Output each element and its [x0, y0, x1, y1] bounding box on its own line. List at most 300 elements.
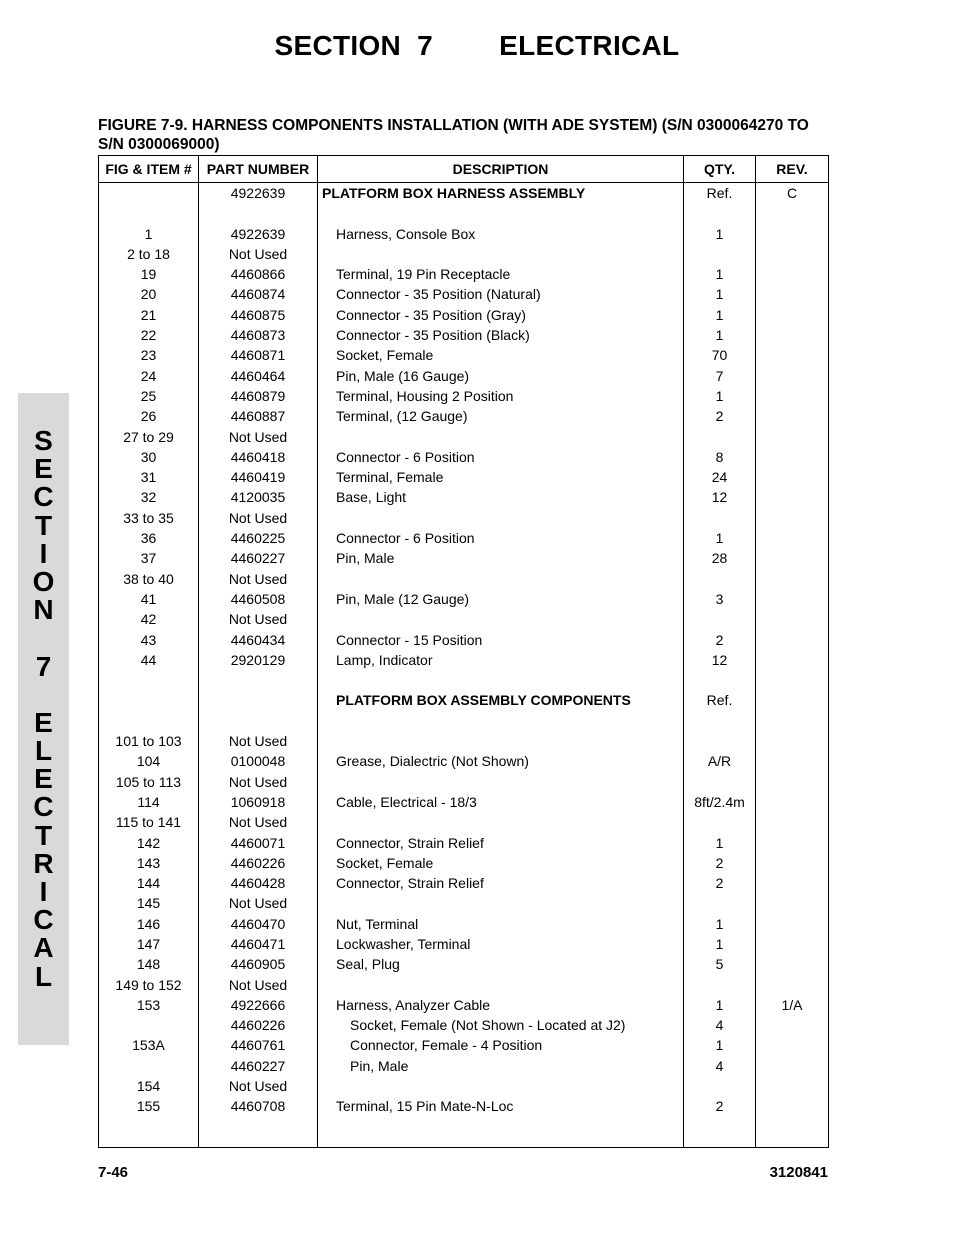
cell-part-number: 4460887 — [199, 406, 318, 426]
cell-item-number — [99, 1015, 199, 1035]
figure-title: FIGURE 7-9. HARNESS COMPONENTS INSTALLATION (WITH ADE SYSTEM) (S/N 0300064270 TO S/N 0300069000) — [98, 117, 809, 153]
cell-item-number: 22 — [99, 325, 199, 345]
cell-description: PLATFORM BOX HARNESS ASSEMBLY — [318, 183, 684, 204]
cell-description: Harness, Analyzer Cable — [318, 995, 684, 1015]
cell-quantity: 2 — [684, 406, 756, 426]
cell-revision — [756, 975, 829, 995]
table-row — [99, 1056, 829, 1076]
cell-part-number — [199, 1117, 318, 1148]
column-header-description: DESCRIPTION — [318, 156, 684, 183]
cell-part-number: 4460873 — [199, 325, 318, 345]
section-side-tab — [18, 393, 69, 1045]
cell-revision — [756, 569, 829, 589]
table-row — [99, 569, 829, 589]
cell-revision — [756, 630, 829, 650]
cell-part-number: Not Used — [199, 569, 318, 589]
cell-part-number: 4460874 — [199, 284, 318, 304]
cell-revision — [756, 670, 829, 690]
cell-revision: 1/A — [756, 995, 829, 1015]
table-row — [99, 305, 829, 325]
cell-item-number — [99, 711, 199, 731]
cell-quantity: 7 — [684, 366, 756, 386]
cell-part-number: Not Used — [199, 609, 318, 629]
cell-description: Pin, Male — [318, 548, 684, 568]
table-row — [99, 366, 829, 386]
table-row — [99, 751, 829, 771]
table-row — [99, 893, 829, 913]
cell-part-number — [199, 690, 318, 710]
cell-item-number: 43 — [99, 630, 199, 650]
side-tab-letter: L — [34, 960, 53, 992]
cell-quantity: 2 — [684, 630, 756, 650]
cell-quantity: 28 — [684, 548, 756, 568]
cell-description: Socket, Female (Not Shown - Located at J2) — [318, 1015, 684, 1035]
cell-part-number: Not Used — [199, 427, 318, 447]
cell-item-number: 105 to 113 — [99, 772, 199, 792]
side-tab-letter — [18, 681, 69, 709]
cell-description: Connector - 15 Position — [318, 630, 684, 650]
cell-part-number: 4460879 — [199, 386, 318, 406]
cell-part-number: 4120035 — [199, 487, 318, 507]
cell-quantity: A/R — [684, 751, 756, 771]
cell-description: Connector - 35 Position (Natural) — [318, 284, 684, 304]
cell-revision — [756, 345, 829, 365]
cell-quantity — [684, 893, 756, 913]
cell-quantity: 2 — [684, 853, 756, 873]
table-row — [99, 995, 829, 1015]
cell-description: Nut, Terminal — [318, 914, 684, 934]
cell-revision — [756, 203, 829, 223]
cell-quantity: 1 — [684, 284, 756, 304]
cell-quantity: 8 — [684, 447, 756, 467]
cell-description: Pin, Male (12 Gauge) — [318, 589, 684, 609]
table-row — [99, 244, 829, 264]
side-tab-letter: T — [34, 509, 53, 541]
parts-table-body — [99, 183, 829, 1148]
cell-item-number: 146 — [99, 914, 199, 934]
cell-revision — [756, 325, 829, 345]
side-tab-letters — [18, 427, 69, 991]
cell-item-number: 149 to 152 — [99, 975, 199, 995]
cell-part-number: 4460428 — [199, 873, 318, 893]
cell-quantity: 2 — [684, 1096, 756, 1116]
cell-part-number: Not Used — [199, 812, 318, 832]
cell-quantity: 1 — [684, 833, 756, 853]
cell-item-number: 1 — [99, 224, 199, 244]
cell-item-number: 25 — [99, 386, 199, 406]
cell-quantity: 3 — [684, 589, 756, 609]
cell-quantity: 4 — [684, 1015, 756, 1035]
cell-item-number: 23 — [99, 345, 199, 365]
cell-part-number: 4922666 — [199, 995, 318, 1015]
cell-quantity: 8ft/2.4m — [684, 792, 756, 812]
cell-part-number: 4460905 — [199, 954, 318, 974]
cell-description: Pin, Male (16 Gauge) — [318, 366, 684, 386]
cell-quantity — [684, 1117, 756, 1148]
cell-item-number: 114 — [99, 792, 199, 812]
table-row — [99, 386, 829, 406]
cell-quantity: 1 — [684, 264, 756, 284]
cell-revision — [756, 508, 829, 528]
cell-part-number: 4460464 — [199, 366, 318, 386]
cell-quantity: 24 — [684, 467, 756, 487]
cell-item-number: 42 — [99, 609, 199, 629]
cell-item-number: 104 — [99, 751, 199, 771]
cell-description: Connector - 35 Position (Gray) — [318, 305, 684, 325]
side-tab-letter: S — [34, 425, 53, 456]
table-row — [99, 528, 829, 548]
cell-part-number — [199, 203, 318, 223]
side-tab-letter: I — [39, 876, 48, 907]
cell-revision — [756, 690, 829, 710]
cell-item-number: 32 — [99, 487, 199, 507]
cell-item-number: 115 to 141 — [99, 812, 199, 832]
table-row — [99, 284, 829, 304]
cell-quantity: 1 — [684, 386, 756, 406]
section-number: 7 — [417, 30, 434, 61]
cell-part-number: Not Used — [199, 975, 318, 995]
cell-revision — [756, 244, 829, 264]
table-row — [99, 934, 829, 954]
cell-item-number: 153 — [99, 995, 199, 1015]
cell-quantity — [684, 244, 756, 264]
cell-item-number: 143 — [99, 853, 199, 873]
table-row — [99, 630, 829, 650]
cell-description: PLATFORM BOX ASSEMBLY COMPONENTS — [318, 690, 684, 710]
table-row — [99, 711, 829, 731]
cell-quantity: 12 — [684, 650, 756, 670]
cell-item-number: 19 — [99, 264, 199, 284]
cell-revision — [756, 1035, 829, 1055]
cell-part-number: 4460434 — [199, 630, 318, 650]
cell-revision — [756, 284, 829, 304]
cell-part-number: 4460708 — [199, 1096, 318, 1116]
table-row — [99, 833, 829, 853]
cell-revision — [756, 914, 829, 934]
cell-description: Connector - 6 Position — [318, 447, 684, 467]
cell-description — [318, 508, 684, 528]
cell-part-number: Not Used — [199, 772, 318, 792]
cell-item-number — [99, 690, 199, 710]
cell-description — [318, 609, 684, 629]
table-row — [99, 812, 829, 832]
page-number: 7-46 — [98, 1164, 129, 1181]
side-tab-letter: 7 — [35, 650, 52, 682]
cell-part-number: 0100048 — [199, 751, 318, 771]
cell-revision — [756, 264, 829, 284]
cell-revision — [756, 386, 829, 406]
cell-quantity: 5 — [684, 954, 756, 974]
cell-description: Connector, Female - 4 Position — [318, 1035, 684, 1055]
section-title: ELECTRICAL — [499, 30, 680, 61]
cell-quantity — [684, 670, 756, 690]
cell-item-number: 33 to 35 — [99, 508, 199, 528]
cell-revision — [756, 609, 829, 629]
cell-part-number: 4460508 — [199, 589, 318, 609]
cell-revision — [756, 731, 829, 751]
cell-description — [318, 975, 684, 995]
cell-description — [318, 711, 684, 731]
cell-item-number: 41 — [99, 589, 199, 609]
cell-item-number: 44 — [99, 650, 199, 670]
table-row — [99, 1076, 829, 1096]
cell-part-number: 4460419 — [199, 467, 318, 487]
cell-revision — [756, 772, 829, 792]
cell-quantity: 1 — [684, 325, 756, 345]
table-row — [99, 508, 829, 528]
cell-description: Grease, Dialectric (Not Shown) — [318, 751, 684, 771]
cell-description: Terminal, Housing 2 Position — [318, 386, 684, 406]
side-tab-letter: E — [34, 706, 53, 738]
table-row — [99, 670, 829, 690]
cell-description: Terminal, 15 Pin Mate-N-Loc — [318, 1096, 684, 1116]
cell-description: Connector, Strain Relief — [318, 833, 684, 853]
cell-description: Socket, Female — [318, 345, 684, 365]
cell-revision — [756, 366, 829, 386]
cell-revision — [756, 650, 829, 670]
table-row — [99, 792, 829, 812]
cell-quantity: 1 — [684, 224, 756, 244]
cell-part-number: 4460761 — [199, 1035, 318, 1055]
side-tab-letter: O — [32, 565, 55, 597]
cell-description: Connector, Strain Relief — [318, 873, 684, 893]
cell-part-number: 1060918 — [199, 792, 318, 812]
cell-description — [318, 772, 684, 792]
cell-part-number — [199, 670, 318, 690]
cell-description: Terminal, (12 Gauge) — [318, 406, 684, 426]
cell-quantity: 1 — [684, 934, 756, 954]
cell-revision — [756, 589, 829, 609]
cell-item-number: 154 — [99, 1076, 199, 1096]
table-row — [99, 548, 829, 568]
cell-quantity: Ref. — [684, 183, 756, 204]
cell-description — [318, 244, 684, 264]
cell-quantity — [684, 772, 756, 792]
cell-item-number: 153A — [99, 1035, 199, 1055]
cell-item-number: 144 — [99, 873, 199, 893]
cell-revision — [756, 487, 829, 507]
section-label: SECTION — [274, 30, 402, 61]
cell-item-number: 37 — [99, 548, 199, 568]
cell-item-number — [99, 670, 199, 690]
cell-part-number: Not Used — [199, 244, 318, 264]
side-tab-letter: I — [39, 537, 48, 569]
side-tab-letter: R — [33, 847, 54, 879]
column-header-qty: QTY. — [684, 156, 756, 183]
cell-revision — [756, 792, 829, 812]
cell-revision — [756, 853, 829, 873]
cell-quantity: 2 — [684, 873, 756, 893]
cell-part-number: 4460227 — [199, 548, 318, 568]
side-tab-letter: L — [34, 735, 53, 767]
cell-description: Connector - 35 Position (Black) — [318, 325, 684, 345]
cell-item-number: 2 to 18 — [99, 244, 199, 264]
cell-item-number: 30 — [99, 447, 199, 467]
cell-description: Cable, Electrical - 18/3 — [318, 792, 684, 812]
cell-item-number: 24 — [99, 366, 199, 386]
cell-description — [318, 670, 684, 690]
table-row — [99, 650, 829, 670]
cell-description — [318, 1117, 684, 1148]
column-header-part-number: PART NUMBER — [199, 156, 318, 183]
side-tab-letter: T — [34, 819, 53, 851]
cell-revision — [756, 548, 829, 568]
cell-part-number: 4460418 — [199, 447, 318, 467]
cell-revision — [756, 711, 829, 731]
cell-part-number: 4460875 — [199, 305, 318, 325]
table-row — [99, 183, 829, 204]
column-header-item: FIG & ITEM # — [99, 156, 199, 183]
cell-item-number — [99, 1117, 199, 1148]
table-row — [99, 1096, 829, 1116]
cell-quantity — [684, 812, 756, 832]
table-row — [99, 406, 829, 426]
cell-part-number: 4460226 — [199, 1015, 318, 1035]
cell-description: Terminal, 19 Pin Receptacle — [318, 264, 684, 284]
cell-revision — [756, 1015, 829, 1035]
cell-description — [318, 203, 684, 223]
cell-item-number: 148 — [99, 954, 199, 974]
cell-revision — [756, 1096, 829, 1116]
cell-part-number: 4922639 — [199, 224, 318, 244]
cell-quantity: Ref. — [684, 690, 756, 710]
side-tab-letter: E — [34, 763, 53, 795]
cell-quantity — [684, 731, 756, 751]
table-header-row — [99, 156, 829, 183]
table-row — [99, 427, 829, 447]
cell-part-number: 4460227 — [199, 1056, 318, 1076]
table-row — [99, 487, 829, 507]
table-row — [99, 224, 829, 244]
table-row — [99, 1015, 829, 1035]
section-header — [0, 30, 954, 62]
cell-quantity — [684, 203, 756, 223]
cell-description: Base, Light — [318, 487, 684, 507]
cell-revision — [756, 224, 829, 244]
table-row — [99, 325, 829, 345]
cell-item-number: 101 to 103 — [99, 731, 199, 751]
cell-revision — [756, 427, 829, 447]
cell-part-number: 4460071 — [199, 833, 318, 853]
cell-revision — [756, 833, 829, 853]
cell-part-number: 4460470 — [199, 914, 318, 934]
cell-revision: C — [756, 183, 829, 204]
cell-revision — [756, 447, 829, 467]
side-tab-letter — [18, 624, 69, 652]
table-row — [99, 345, 829, 365]
column-header-rev: REV. — [756, 156, 829, 183]
table-row — [99, 1035, 829, 1055]
cell-description: Lockwasher, Terminal — [318, 934, 684, 954]
side-tab-letter: C — [33, 904, 54, 936]
cell-quantity — [684, 569, 756, 589]
cell-revision — [756, 467, 829, 487]
side-tab-letter: N — [33, 594, 54, 626]
cell-quantity: 1 — [684, 1035, 756, 1055]
cell-description: Lamp, Indicator — [318, 650, 684, 670]
table-row — [99, 975, 829, 995]
cell-item-number: 38 to 40 — [99, 569, 199, 589]
table-row — [99, 954, 829, 974]
side-tab-letter: C — [33, 481, 54, 513]
cell-quantity: 1 — [684, 305, 756, 325]
cell-description — [318, 893, 684, 913]
cell-description — [318, 569, 684, 589]
table-row — [99, 772, 829, 792]
cell-item-number: 21 — [99, 305, 199, 325]
cell-quantity: 12 — [684, 487, 756, 507]
table-row — [99, 914, 829, 934]
cell-description: Socket, Female — [318, 853, 684, 873]
document-number: 3120841 — [769, 1164, 828, 1181]
cell-part-number: Not Used — [199, 508, 318, 528]
cell-description: Connector - 6 Position — [318, 528, 684, 548]
side-tab-letter: A — [33, 932, 54, 964]
cell-revision — [756, 406, 829, 426]
cell-quantity: 1 — [684, 528, 756, 548]
cell-part-number: 4460471 — [199, 934, 318, 954]
cell-quantity: 1 — [684, 995, 756, 1015]
cell-description: Terminal, Female — [318, 467, 684, 487]
table-row — [99, 609, 829, 629]
cell-description: Pin, Male — [318, 1056, 684, 1076]
cell-item-number: 31 — [99, 467, 199, 487]
side-tab-letter: C — [33, 791, 54, 823]
cell-description — [318, 731, 684, 751]
cell-quantity — [684, 508, 756, 528]
table-row — [99, 467, 829, 487]
cell-revision — [756, 1056, 829, 1076]
cell-item-number: 147 — [99, 934, 199, 954]
cell-item-number — [99, 1056, 199, 1076]
cell-revision — [756, 873, 829, 893]
cell-revision — [756, 1117, 829, 1148]
cell-description — [318, 1076, 684, 1096]
table-row — [99, 873, 829, 893]
cell-part-number — [199, 711, 318, 731]
table-row — [99, 589, 829, 609]
cell-revision — [756, 934, 829, 954]
cell-quantity: 1 — [684, 914, 756, 934]
cell-revision — [756, 812, 829, 832]
cell-revision — [756, 305, 829, 325]
cell-quantity — [684, 1076, 756, 1096]
table-row — [99, 264, 829, 284]
cell-part-number: 4922639 — [199, 183, 318, 204]
cell-quantity: 4 — [684, 1056, 756, 1076]
cell-part-number: Not Used — [199, 731, 318, 751]
cell-item-number: 26 — [99, 406, 199, 426]
cell-item-number: 155 — [99, 1096, 199, 1116]
cell-item-number: 36 — [99, 528, 199, 548]
cell-revision — [756, 751, 829, 771]
cell-item-number — [99, 183, 199, 204]
table-row — [99, 203, 829, 223]
parts-table — [98, 155, 829, 1148]
cell-revision — [756, 893, 829, 913]
cell-item-number: 142 — [99, 833, 199, 853]
table-row — [99, 690, 829, 710]
cell-revision — [756, 528, 829, 548]
cell-part-number: 4460226 — [199, 853, 318, 873]
cell-quantity — [684, 975, 756, 995]
table-row — [99, 853, 829, 873]
side-tab-letter: E — [34, 453, 53, 485]
table-row — [99, 447, 829, 467]
cell-revision — [756, 1076, 829, 1096]
cell-item-number: 145 — [99, 893, 199, 913]
cell-item-number — [99, 203, 199, 223]
